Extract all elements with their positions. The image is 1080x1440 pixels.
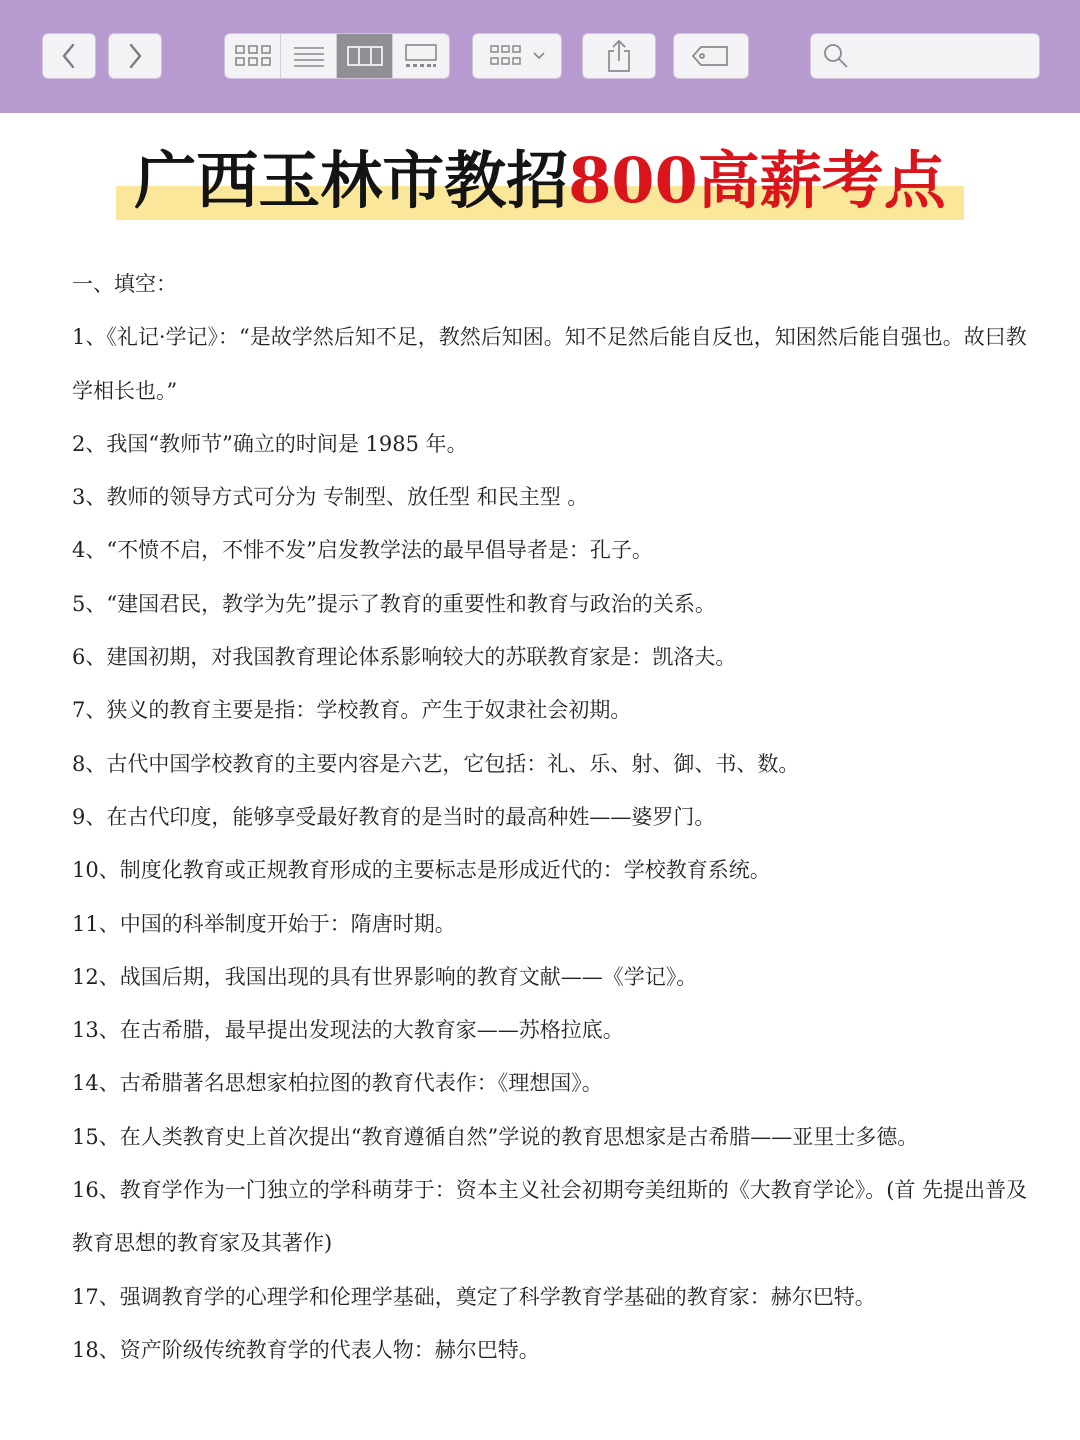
search-icon <box>823 43 849 69</box>
list-item: 10、制度化教育或正规教育形成的主要标志是形成近代的：学校教育系统。 <box>72 858 771 883</box>
section-heading: 一、填空： <box>72 272 177 296</box>
icon-view-button[interactable] <box>225 34 281 78</box>
list-icon <box>292 43 326 69</box>
chevron-right-icon <box>125 42 145 70</box>
list-item: 6、建国初期，对我国教育理论体系影响较大的苏联教育家是：凯洛夫。 <box>72 645 737 670</box>
share-icon <box>605 39 633 73</box>
list-item: 18、资产阶级传统教育学的代表人物：赫尔巴特。 <box>72 1337 540 1362</box>
icon-grid-icon <box>233 43 273 69</box>
back-button[interactable] <box>42 33 96 79</box>
list-item: 3、教师的领导方式可分为 专制型、放任型 和民主型 。 <box>72 485 589 510</box>
search-input[interactable] <box>857 46 1031 67</box>
columns-icon <box>346 44 384 68</box>
document-body <box>72 258 1032 1377</box>
list-item: 12、战国后期，我国出现的具有世界影响的教育文献——《学记》。 <box>72 964 698 989</box>
title-part-red: 800高薪考点 <box>568 144 946 217</box>
list-item: 8、古代中国学校教育的主要内容是六艺，它包括：礼、乐、射、御、书、数。 <box>72 751 800 776</box>
list-item: 5、“建国君民，教学为先”提示了教育的重要性和教育与政治的关系。 <box>72 591 716 616</box>
list-item: 4、“不愤不启，不悱不发”启发教学法的最早倡导者是：孔子。 <box>72 538 653 563</box>
view-mode-segment <box>224 33 450 79</box>
column-view-button[interactable] <box>337 34 393 78</box>
list-view-button[interactable] <box>281 34 337 78</box>
list-item: 9、在古代印度，能够享受最好教育的是当时的最高种姓——婆罗门。 <box>72 804 716 829</box>
share-button[interactable] <box>582 33 656 79</box>
group-by-icon <box>488 43 528 69</box>
list-item: 17、强调教育学的心理学和伦理学基础，奠定了科学教育学基础的教育家：赫尔巴特。 <box>72 1284 876 1309</box>
chevron-left-icon <box>59 42 79 70</box>
list-item: 7、狭义的教育主要是指：学校教育。产生于奴隶社会初期。 <box>72 698 632 723</box>
chevron-down-icon <box>532 51 546 61</box>
gallery-view-button[interactable] <box>393 34 449 78</box>
tag-button[interactable] <box>673 33 749 79</box>
list-item: 16、教育学作为一门独立的学科萌芽于：资本主义社会初期夸美纽斯的《大教育学论》。(首 先提出普及教育思想的教育家及其著作) <box>72 1178 1028 1256</box>
group-by-button[interactable] <box>472 33 562 79</box>
list-item: 13、在古希腊，最早提出发现法的大教育家——苏格拉底。 <box>72 1018 624 1043</box>
title-part-black: 广西玉林市教招 <box>134 144 569 217</box>
tag-icon <box>691 44 731 68</box>
gallery-icon <box>402 43 440 69</box>
page-title <box>116 140 963 222</box>
list-item: 1、《礼记·学记》：“是故学然后知不足，教然后知困。知不足然后能自反也，知困然后能自强也。故曰教学相长也。” <box>72 325 1027 403</box>
toolbar <box>0 0 1080 113</box>
search-field[interactable] <box>810 33 1040 79</box>
forward-button[interactable] <box>108 33 162 79</box>
list-item: 2、我国“教师节”确立的时间是 1985 年。 <box>72 431 468 456</box>
list-item: 11、中国的科举制度开始于：隋唐时期。 <box>72 911 456 936</box>
title-container <box>0 140 1080 222</box>
list-item: 15、在人类教育史上首次提出“教育遵循自然”学说的教育思想家是古希腊——亚里士多德。 <box>72 1124 919 1149</box>
list-item: 14、古希腊著名思想家柏拉图的教育代表作：《理想国》。 <box>72 1071 603 1096</box>
